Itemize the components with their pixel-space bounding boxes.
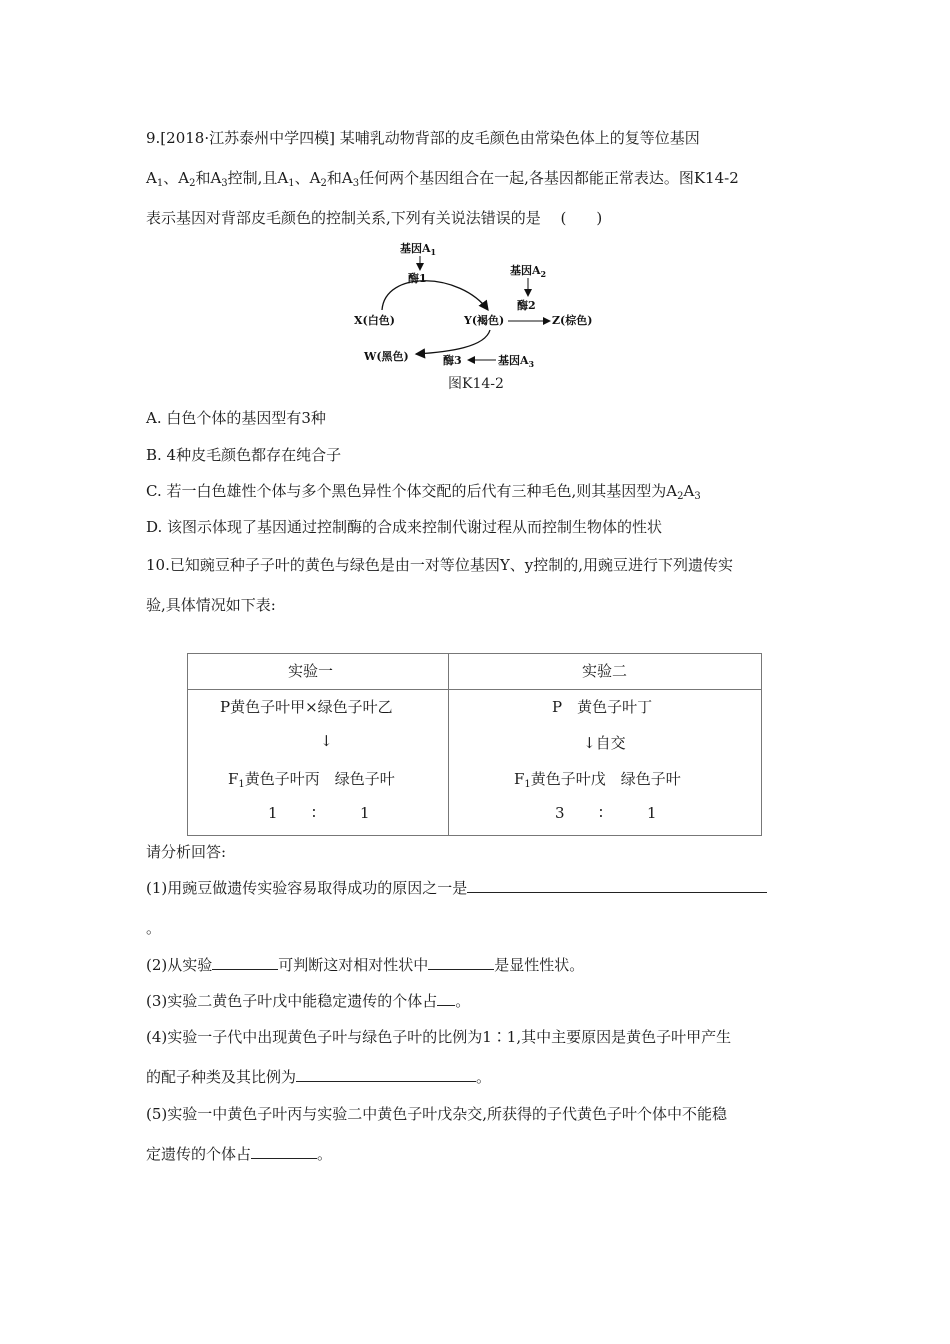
subquestion-4-line-1: (4)实验一子代中出现黄色子叶与绿色子叶的比例为1∶1,其中主要原因是黄色子叶甲产生: [146, 1028, 732, 1046]
x-to-y-arrow: [382, 281, 488, 310]
experiment-table: [187, 653, 762, 836]
subquestion-2: (2)从实验 可判断这对相对性状中 是显性性状。: [146, 956, 585, 974]
exp1-f1: $F_1$黄色子叶丙 绿色子叶: [228, 770, 395, 790]
answer-blank-4[interactable]: [296, 1067, 476, 1082]
q9-line-1: 9.[2018·江苏泰州中学四模] 某哺乳动物背部的皮毛颜色由常染色体上的复等位基因: [146, 129, 700, 147]
exp1-ratio-right: 1: [360, 804, 370, 822]
subquestion-1-end: 。: [146, 919, 162, 937]
gene-control-diagram: [340, 232, 610, 402]
header-experiment-2: 实验二: [582, 662, 628, 680]
subquestion-5-line-1: (5)实验一中黄色子叶丙与实验二中黄色子叶戊杂交,所获得的子代黄色子叶个体中不能稳: [146, 1105, 728, 1123]
exp2-ratio-colon: ∶: [599, 804, 603, 822]
subquestion-1: (1)用豌豆做遗传实验容易取得成功的原因之一是: [146, 878, 767, 898]
exp1-ratio-left: 1: [268, 804, 278, 822]
answer-blank-2b[interactable]: [428, 955, 494, 970]
y-brown-label: Y(褐色): [464, 314, 505, 327]
header-experiment-1: 实验一: [288, 662, 334, 680]
gene-a2-label: 基因$A_2$: [510, 264, 547, 279]
exp2-f1: $F_1$黄色子叶戊 绿色子叶: [514, 770, 681, 790]
answer-blank-5[interactable]: [251, 1144, 317, 1159]
q9-line-2: $A_1$、$A_2$和$A_3$控制,且$A_1$、$A_2$和$A_3$任何两个基因组合在一起,各基因都能正常表达。图K14-2: [146, 169, 739, 189]
gene-a3-label: 基因$A_3$: [498, 354, 535, 369]
enzyme3-label: 酶3: [443, 354, 462, 367]
y-to-w-arrow: [416, 330, 490, 354]
enzyme1-label: 酶1: [408, 272, 427, 285]
q10-line-1: 10.已知豌豆种子子叶的黄色与绿色是由一对等位基因Y、y控制的,用豌豆进行下列遗传实: [146, 556, 734, 574]
option-b: B. 4种皮毛颜色都存在纯合子: [146, 446, 342, 464]
exp2-ratio-left: 3: [555, 804, 565, 822]
gene-a1-label: 基因$A_1$: [400, 242, 437, 257]
answer-blank-3[interactable]: [437, 991, 455, 1006]
exp2-ratio-right: 1: [647, 804, 657, 822]
table-divider: [448, 654, 449, 835]
exp1-ratio-colon: ∶: [312, 804, 316, 822]
q9-line-3: 表示基因对背部皮毛颜色的控制关系,下列有关说法错误的是 ( ): [146, 209, 603, 227]
exp1-arrow: ↓: [320, 732, 333, 750]
option-a: A. 白色个体的基因型有3种: [146, 409, 326, 427]
x-white-label: X(白色): [354, 314, 395, 327]
answer-blank-1[interactable]: [467, 878, 767, 893]
table-header-row: [188, 654, 761, 690]
subquestion-3: (3)实验二黄色子叶戊中能稳定遗传的个体占 。: [146, 992, 471, 1010]
exp2-parent: P 黄色子叶丁: [552, 698, 653, 716]
option-c: C. 若一白色雄性个体与多个黑色异性个体交配的后代有三种毛色,则其基因型为$A_2A_3$: [146, 482, 701, 502]
q10-line-2: 验,具体情况如下表:: [146, 596, 276, 614]
analysis-prompt: 请分析回答:: [146, 843, 227, 861]
answer-blank-2a[interactable]: [212, 955, 278, 970]
exp2-arrow-selfing: ↓自交: [583, 734, 626, 752]
option-d: D. 该图示体现了基因通过控制酶的合成来控制代谢过程从而控制生物体的性状: [146, 518, 663, 536]
enzyme2-label: 酶2: [517, 299, 536, 312]
exp1-parents: P黄色子叶甲×绿色子叶乙: [220, 698, 393, 716]
z-tan-label: Z(棕色): [552, 314, 593, 327]
w-black-label: W(黑色): [364, 350, 409, 363]
subquestion-4-line-2: 的配子种类及其比例为 。: [146, 1068, 492, 1086]
figure-caption: 图K14-2: [448, 376, 504, 392]
subquestion-5-line-2: 定遗传的个体占 。: [146, 1145, 333, 1163]
